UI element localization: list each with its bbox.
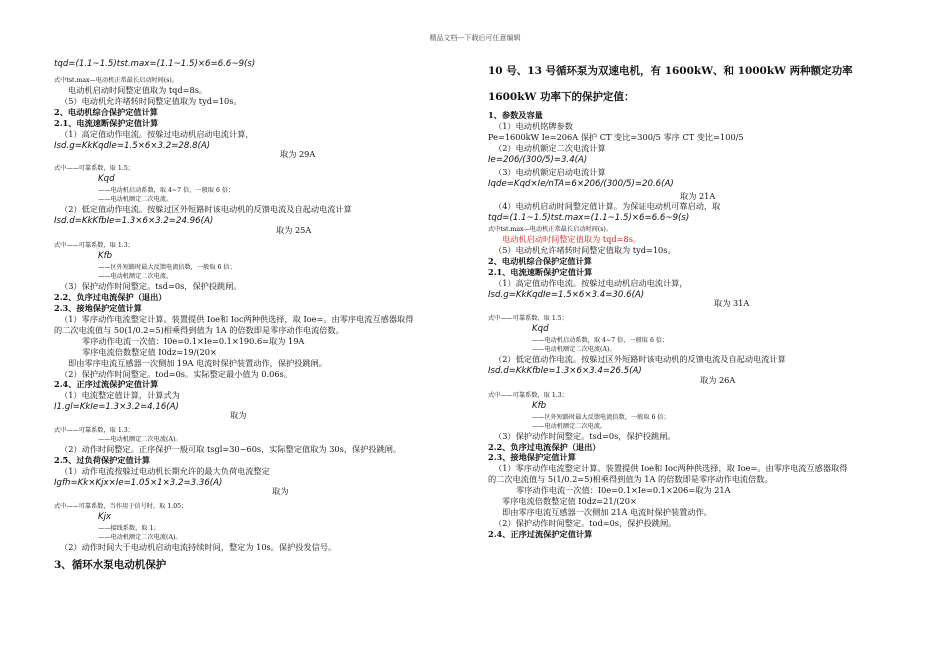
section-heading: 2.3、接地保护定值计算 [488,452,576,463]
text-line: （1）零序动作电流整定计算。装置提供 Ioe和 Ioc两种供选择，取 Ioe=。由零序电流互感器取得 [60,313,414,324]
text-line: 式中——可靠系数，取 1.3； [488,391,568,399]
text-line: 取为 29A [280,148,316,159]
text-line: ——电动机额定二次电流。 [98,196,173,204]
text-line: 式中tst.max—电动机正常最长启动时间(s)。 [54,77,178,84]
text-line: （3）电动机额定启动电流计算 [494,166,606,177]
text-line: （2）动作时间整定。正序保护一般可取 tsgl=30~60s，实际整定值取为 30s，保护投跳闸。 [60,444,402,455]
text-line: 零序动作电流一次值：I0e=0.1×Ie=0.1×206=取为 21A [516,485,731,496]
text-line: 式中tst.max—电动机正常最长启动时间(s)。 [488,226,612,234]
text-line: （1）零序动作电流整定计算。装置提供 Ioe和 Ioc两种供选择，取 Ioe=。由零序电流互感器取得 [494,463,848,474]
section-heading: 10 号、13 号循环泵为双速电机，有 1600kW、和 1000kW 两种额定功率 [488,65,853,77]
section-heading: 2.4、正序过流保护定值计算 [488,528,593,539]
text-line: ——接线系数，取 1； [98,524,160,532]
text-line: 零序电流倍数整定值 I0dz=19/(20× [82,346,217,357]
text-line: ——电动机启动系数，取 4~7 倍，一般取 6 倍； [532,336,669,344]
text-line: Iqde=Kqd×Ie/nTA=6×206/(300/5)=20.6(A) [488,178,674,189]
text-line: ——区外短路时最大反馈电流倍数，一般取 6 倍； [98,264,236,272]
text-line: 零序动作电流一次值：I0e=0.1×Ie=0.1×190.6=取为 19A [82,335,305,346]
text-line: 式中——可靠系数，取 1.5； [488,314,568,322]
section-heading: 2、电动机综合保护定值计算 [54,106,158,117]
text-line: （5）电动机允许堵转时间整定值取为 tyd=10s。 [60,95,242,106]
text-line: I1.gl=KkIe=1.3×3.2=4.16(A) [54,402,179,413]
section-heading: 2.2、负序过电流保护（退出） [54,292,167,303]
text-line: Kqd [532,323,549,334]
text-line: （1）动作电流按躲过电动机长期允许的最大负荷电流整定 [60,465,270,476]
text-line: （1）高定值动作电流。按躲过电动机启动电流计算， [494,277,688,288]
text-line: 式中——可靠系数，取 1.5； [54,165,134,173]
text-line: （3）保护动作时间整定。tsd=0s，保护投跳闸。 [494,430,676,441]
text-line: ——电动机额定二次电流(A)。 [532,345,616,353]
text-line: Kfb [532,400,547,411]
text-line: （4）电动机启动时间整定值计算。为保证电动机可靠启动，取 [494,201,721,212]
text-line: （1）高定值动作电流。按躲过电动机启动电流计算， [60,128,254,139]
section-heading: 1、参数及容量 [488,110,543,120]
text-line: ——电动机额定二次电流(A)。 [98,436,182,444]
text-line: tqd=(1.1~1.5)tst.max=(1.1~1.5)×6=6.6~9(s) [488,213,690,224]
section-heading: 2.2、负序过电流保护（退出） [488,441,601,452]
text-line: （2）保护动作时间整定。tod=0s。实际整定最小值为 0.06s。 [60,368,292,379]
text-line: 取为 [272,485,289,496]
section-heading: 2.1、电流速断保护定值计算 [54,117,159,128]
text-line: （2）低定值动作电流。按躲过区外短路时该电动机的反馈电流及自起动电流计算 [494,353,786,364]
text-line: 的二次电流值与 5(1/0.2=5)相乘得到值为 1A 的倍数即是零序动作电流倍数。 [488,474,773,485]
text-line: 取为 31A [714,297,750,308]
text-line: tqd=(1.1~1.5)tst.max=(1.1~1.5)×6=6.6~9(s) [54,59,256,69]
text-line: Pe=1600kW Ie=206A 保护 CT 变比=300/5 零序 CT 变比=100/5 [488,131,744,142]
text-line: 的二次电流值与 50(1/0.2=5)相乘得到值为 1A 的倍数即是零序动作电流倍数。 [54,324,344,335]
text-line: 式中——可靠系数，取 1.3； [54,427,134,435]
text-line: 取为 21A [680,190,716,201]
text-line: （5）电动机允许堵转时间整定值取为 tyd=10s。 [494,245,676,256]
text-line: Kjx [98,511,112,522]
text-line: 电动机启动时间整定值取为 tqd=8s。 [68,85,208,95]
text-line: Igfh=Kk×Kjx×Ie=1.05×1×3.2=3.36(A) [54,477,223,488]
section-heading: 2.5、过负荷保护定值计算 [54,455,151,466]
text-line: 取为 [230,410,247,421]
section-heading: 2.3、接地保护定值计算 [54,303,142,314]
text-line: （2）保护动作时间整定。tod=0s，保护投跳闸。 [494,517,677,528]
text-line: 取为 26A [700,374,736,385]
text-line: ——电动机额定二次电流(A)。 [98,533,182,541]
text-line: （2）动作时间大于电动机启动电流持续时间，整定为 10s。保护投发信号。 [60,541,337,552]
text-line: （2）低定值动作电流。按躲过区外短路时该电动机的反馈电流及自起动电流计算 [60,204,352,215]
text-line: 电动机启动时间整定值取为 tqd=8s。 [502,234,642,245]
right-column [488,58,908,540]
text-line: （1）电流整定值计算，计算式为 [60,390,180,401]
text-line: 式中——可靠系数，取 1.3； [54,242,134,250]
section-heading: 2.4、正序过流保护定值计算 [54,379,159,390]
text-line: Kfb [98,251,113,262]
text-line: 式中——可靠系数，当作用于信号时，取 1.05； [54,502,188,510]
section-heading: 2、电动机综合保护定值计算 [488,256,592,267]
section-heading: 2.1、电流速断保护定值计算 [488,267,593,278]
text-line: Isd.d=KkKfbIe=1.3×6×3.2=24.96(A) [54,216,214,227]
text-line: （1）电动机铭牌参数 [494,120,573,131]
text-line: 即由零序电流互感器一次侧加 21A 电流时保护装置动作。 [502,506,712,517]
text-line: Isd.g=KkKqdIe=1.5×6×3.4=30.6(A) [488,289,645,300]
text-line: 即由零序电流互感器一次侧加 19A 电流时保护装置动作，保护投跳闸。 [68,357,327,368]
text-line: ——电动机额定二次电流。 [98,273,173,281]
page-header: 精品文档---下载后可任意编辑 [429,34,521,42]
text-line: 取为 25A [276,225,312,236]
text-line: 零序电流倍数整定值 I0dz=21/(20× [502,496,637,507]
text-line: ——电动机启动系数，取 4~7 倍，一般取 6 倍； [98,187,235,195]
text-line: （3）保护动作时间整定。tsd=0s，保护投跳闸。 [60,281,242,292]
text-line: Ie=206/(300/5)=3.4(A) [488,154,588,165]
left-column [54,58,464,572]
text-line: Kqd [98,174,115,185]
text-line: 3、循环水泵电动机保护 [54,558,167,571]
text-line: Isd.g=KkKqdIe=1.5×6×3.2=28.8(A) [54,140,211,151]
text-line: （2）电动机额定二次电流计算 [494,142,606,153]
section-heading: 1600kW 功率下的保护定值： [488,91,635,103]
text-line: ——区外短路时最大反馈电流倍数，一般取 6 倍； [532,413,670,421]
text-line: ——电动机额定二次电流。 [532,422,607,430]
text-line: Isd.d=KkKfbIe=1.3×6×3.4=26.5(A) [488,365,642,376]
